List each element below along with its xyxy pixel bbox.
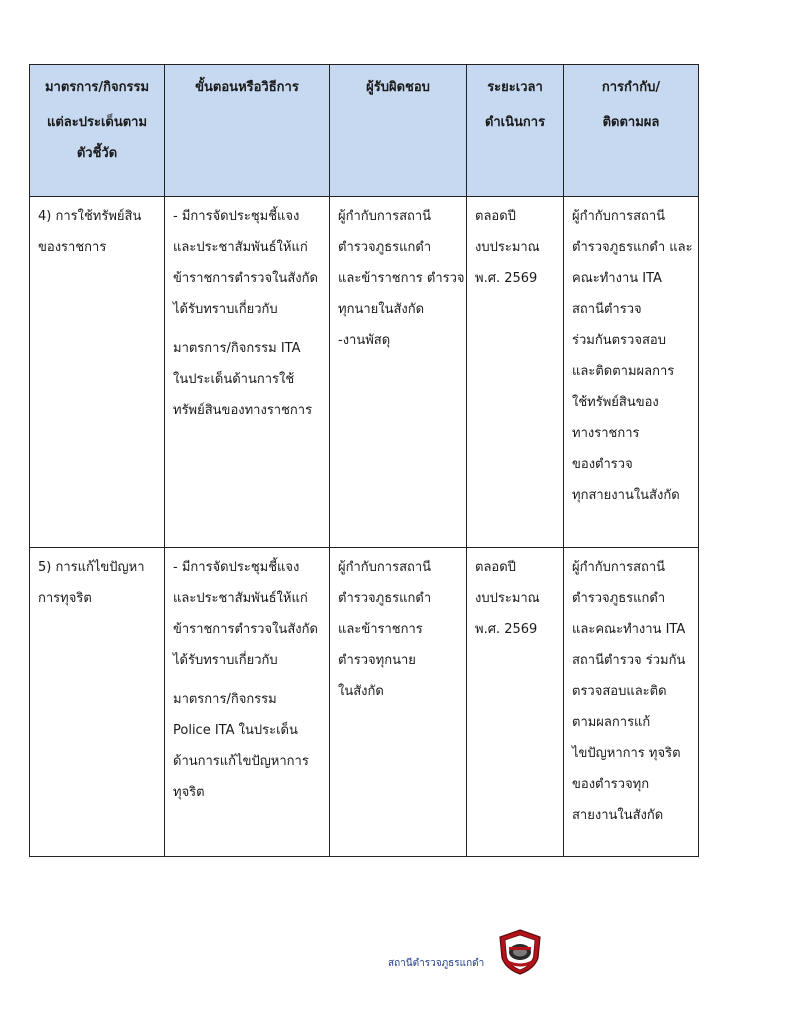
- cell-text-line: ตามผลการแก้: [572, 715, 651, 730]
- header-line: มาตรการ/กิจกรรม: [44, 80, 150, 95]
- cell-text-line: ตรวจสอบและติด: [572, 684, 667, 699]
- header-line: ตัวชี้วัด: [76, 146, 118, 161]
- header-duration: [467, 65, 564, 197]
- cell-text-line: ในสังกัด: [338, 684, 384, 699]
- cell-text-line: สถานีตำรวจ ร่วมกัน: [572, 653, 686, 668]
- header-responsible: [330, 65, 467, 197]
- cell-duration: [467, 548, 564, 857]
- cell-monitoring: [564, 548, 699, 857]
- cell-text-line: ทุกนายในสังกัด: [338, 302, 425, 317]
- cell-text-line: ร่วมกันตรวจสอบ: [572, 333, 666, 348]
- cell-text-line: และติดตามผลการ: [572, 364, 675, 379]
- page-footer: [388, 928, 548, 978]
- cell-text-line: ตลอดปี: [475, 560, 516, 575]
- cell-text-line: ตำรวจภูธรแกดำ: [338, 591, 432, 606]
- cell-text-line: ข้าราชการตำรวจในสังกัด: [173, 622, 318, 637]
- table-row: [30, 548, 699, 857]
- cell-text-line: ผู้กำกับการสถานี: [572, 560, 666, 575]
- cell-text-line: ด้านการแก้ไขปัญหาการ: [173, 754, 309, 769]
- cell-text-line: ของราชการ: [38, 240, 107, 255]
- cell-text-line: คณะทำงาน ITA: [572, 271, 662, 286]
- cell-monitoring: [564, 197, 699, 548]
- header-line: ระยะเวลา: [487, 80, 543, 95]
- cell-text-line: สายงานในสังกัด: [572, 808, 664, 823]
- cell-measure: [30, 548, 165, 857]
- header-line: แต่ละประเด็นตาม: [46, 115, 148, 130]
- cell-text-line: ตำรวจทุกนาย: [338, 653, 416, 668]
- cell-responsible: [330, 548, 467, 857]
- cell-text-line: และข้าราชการ ตำรวจ: [338, 271, 465, 286]
- header-measure: [30, 65, 165, 197]
- header-line: ติดตามผล: [602, 115, 660, 130]
- paragraph-gap: [173, 333, 321, 341]
- cell-text-line: ตำรวจภูธรแกดำ และ: [572, 240, 693, 255]
- paragraph-gap: [173, 684, 321, 692]
- cell-text-line: ทุกสายงานในสังกัด: [572, 488, 680, 503]
- header-procedure: [165, 65, 330, 197]
- cell-text-line: ผู้กำกับการสถานี: [572, 209, 666, 224]
- cell-text-line: -งานพัสดุ: [338, 333, 391, 348]
- cell-text-line: และประชาสัมพันธ์ให้แก่: [173, 240, 308, 255]
- cell-text-line: ของตำรวจ: [572, 457, 633, 472]
- cell-text-line: พ.ศ. 2569: [475, 622, 538, 637]
- cell-text-line: 4) การใช้ทรัพย์สิน: [38, 209, 142, 224]
- cell-text-line: Police ITA ในประเด็น: [173, 723, 298, 738]
- table-row: [30, 197, 699, 548]
- header-line: ดำเนินการ: [484, 115, 546, 130]
- cell-text-line: ผู้กำกับการสถานี: [338, 209, 432, 224]
- cell-duration: [467, 197, 564, 548]
- cell-text-line: มาตรการ/กิจกรรม: [173, 692, 277, 707]
- station-name: สถานีตำรวจภูธรแกดำ: [388, 958, 485, 969]
- cell-measure: [30, 197, 165, 548]
- cell-text-line: ตำรวจภูธรแกดำ: [338, 240, 432, 255]
- cell-text-line: และข้าราชการ: [338, 622, 423, 637]
- cell-text-line: ของตำรวจทุก: [572, 777, 650, 792]
- measures-table: [29, 64, 699, 857]
- cell-text-line: สถานีตำรวจ: [572, 302, 642, 317]
- cell-procedure: [165, 197, 330, 548]
- police-station-emblem-icon: [496, 928, 544, 976]
- cell-text-line: ทรัพย์สินของทางราชการ: [173, 403, 313, 418]
- cell-procedure: [165, 548, 330, 857]
- cell-text-line: ตลอดปี: [475, 209, 516, 224]
- cell-text-line: ทางราชการ: [572, 426, 640, 441]
- cell-text-line: ใช้ทรัพย์สินของ: [572, 395, 659, 410]
- cell-responsible: [330, 197, 467, 548]
- cell-text-line: งบประมาณ: [475, 240, 540, 255]
- cell-text-line: - มีการจัดประชุมชี้แจง: [173, 560, 300, 575]
- header-monitoring: [564, 65, 699, 197]
- cell-text-line: มาตรการ/กิจกรรม ITA: [173, 341, 301, 356]
- cell-text-line: และคณะทำงาน ITA: [572, 622, 686, 637]
- cell-text-line: งบประมาณ: [475, 591, 540, 606]
- header-line: ขั้นตอนหรือวิธีการ: [195, 80, 299, 95]
- cell-text-line: การทุจริต: [38, 591, 92, 606]
- cell-text-line: - มีการจัดประชุมชี้แจง: [173, 209, 300, 224]
- table-header-row: [30, 65, 699, 197]
- cell-text-line: ผู้กำกับการสถานี: [338, 560, 432, 575]
- cell-text-line: ข้าราชการตำรวจในสังกัด: [173, 271, 318, 286]
- cell-text-line: ในประเด็นด้านการใช้: [173, 372, 295, 387]
- cell-text-line: ได้รับทราบเกี่ยวกับ: [173, 653, 278, 668]
- cell-text-line: และประชาสัมพันธ์ให้แก่: [173, 591, 308, 606]
- header-line: การกำกับ/: [601, 80, 661, 95]
- cell-text-line: ไขปัญหาการ ทุจริต: [572, 746, 681, 761]
- header-line: ผู้รับผิดชอบ: [366, 80, 430, 95]
- cell-text-line: ทุจริต: [173, 785, 205, 800]
- cell-text-line: ตำรวจภูธรแกดำ: [572, 591, 666, 606]
- cell-text-line: ได้รับทราบเกี่ยวกับ: [173, 302, 278, 317]
- cell-text-line: พ.ศ. 2569: [475, 271, 538, 286]
- cell-text-line: 5) การแก้ไขปัญหา: [38, 560, 145, 575]
